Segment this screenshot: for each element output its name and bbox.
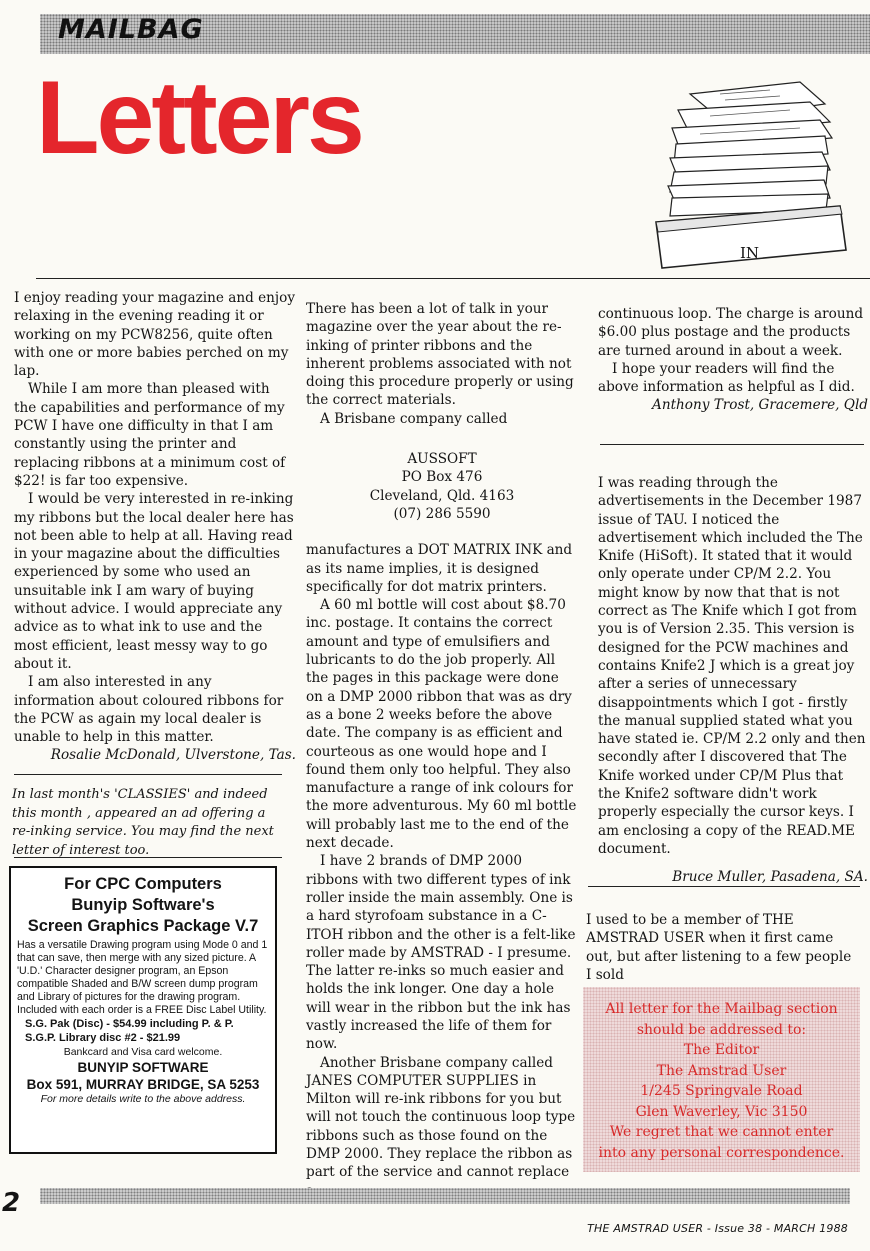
notice-line: We regret that we cannot enter — [609, 1124, 834, 1140]
page-title: Letters — [36, 60, 362, 176]
letter-1-paragraph: I enjoy reading your magazine and enjoy relaxing in the evening reading it or working on my PCW8256, quite often with one or more babies perched on my lap. — [14, 290, 295, 380]
letter-4 — [586, 911, 860, 984]
notice-line: into any personal correspondence. — [598, 1144, 845, 1161]
ad-headline: Screen Graphics Package V.7 — [27, 917, 259, 935]
bunyip-advertisement — [9, 866, 277, 1154]
letter-2-paragraph: I have 2 brands of DMP 2000 ribbons with two different types of ink roller inside the main assembly. One is a hard styrofoam substance in a C-ITOH ribbon and the other is a felt-like roller made by AMSTRAD - I presume. The latter re-inks so much easier and holds the ink longer. One day a hole will wear in the ribbon but the ink has vastly increased the life of them for now. — [306, 853, 576, 1053]
ad-company: BUNYIP SOFTWARE — [77, 1060, 209, 1075]
ad-address: Box 591, MURRAY BRIDGE, SA 5253 — [26, 1077, 260, 1092]
column-3-divider — [588, 886, 860, 887]
ad-price: S.G. Pak (Disc) - $54.99 including P. & P. — [25, 1018, 234, 1030]
address-line: Cleveland, Qld. 4163 — [369, 487, 515, 504]
column-1-divider — [14, 857, 282, 858]
notice-line: All letter for the Mailbag section — [605, 1001, 838, 1017]
ad-headline: For CPC Computers — [64, 875, 222, 893]
letter-1-paragraph: I am also interested in any information about coloured ribbons for the PCW as again my local dealer is unable to help in this matter. — [14, 674, 284, 746]
footer-band — [40, 1188, 850, 1204]
letter-2-paragraph: manufactures a DOT MATRIX INK and as its name implies, it is designed specifically for dot matrix printers. — [306, 542, 573, 595]
section-label: MAILBAG — [58, 14, 204, 45]
aussoft-address — [306, 450, 578, 523]
ad-price: S.G.P. Library disc #2 - $21.99 — [25, 1032, 181, 1044]
ad-payment: Bankcard and Visa card welcome. — [63, 1046, 223, 1058]
ad-body: Has a versatile Drawing program using Mode 0 and 1 that can save, then merge with any sized picture. A 'U.D.' Character designer program, an Epson compatible Shaded and B/W screen dump program and Library of pictures for the drawing program. Included with each order is a FREE Disc Label Utility. — [17, 939, 268, 1016]
page-number: 2 — [2, 1188, 21, 1218]
editor-note: In last month's 'CLASSIES' and indeed this month , appeared an ad offering a re-inking service. You may find the next letter of interest too. — [12, 787, 274, 858]
letter-1 — [14, 289, 296, 765]
letter-3 — [598, 474, 868, 887]
ad-headline: Bunyip Software's — [71, 896, 215, 914]
address-line: PO Box 476 — [401, 469, 483, 486]
letter-1-paragraph: I would be very interested in re-inking my ribbons but the local dealer here has not been able to help at all. Having read in your magazine about the difficulties experienced by some who used an unsuitable ink I am wary of buying without advice. I would appreciate any advice as to what ink to use and the most efficient, least messy way to go about it. — [14, 491, 294, 672]
header-divider — [36, 278, 870, 279]
address-line: (07) 286 5590 — [393, 505, 491, 522]
in-tray-illustration — [650, 74, 850, 274]
mailbag-address-notice — [583, 987, 860, 1172]
tray-label: IN — [740, 244, 760, 262]
column-3-divider — [600, 444, 864, 445]
letter-2-paragraph: There has been a lot of talk in your magazine over the year about the re-inking of printer ribbons and the inherent problems associated with not doing this procedure properly or using the correct materials. — [306, 301, 574, 409]
letter-2-paragraph: I hope your readers will find the above information as helpful as I did. — [598, 360, 855, 396]
address-line: AUSSOFT — [407, 451, 477, 468]
notice-line: should be addressed to: — [636, 1021, 807, 1038]
letter-4-paragraph: I used to be a member of THE AMSTRAD USER when it first came out, but after listening to a few people I sold — [586, 912, 852, 983]
letter-2-signature: Anthony Trost, Gracemere, Qld — [652, 397, 868, 414]
letter-3-signature: Bruce Muller, Pasadena, SA. — [672, 869, 868, 886]
letter-2-paragraph: A 60 ml bottle will cost about $8.70 inc. postage. It contains the correct amount and type of emulsifiers and lubricants to do the job properly. All the pages in this package were done on a DMP 2000 ribbon that was as dry as a bone 2 weeks before the above date. The company is as efficient and courteous as one would hope and I found them only too helpful. They also manufacture a range of ink colours for the more adventurous. My 60 ml bottle will probably last me to the end of the next decade. — [306, 597, 577, 852]
notice-line: The Amstrad User — [656, 1062, 787, 1079]
letter-2-continued — [598, 305, 868, 415]
notice-line: 1/245 Springvale Road — [640, 1083, 803, 1099]
ad-footer: For more details write to the above address. — [40, 1093, 246, 1105]
notice-line: Glen Waverley, Vic 3150 — [635, 1103, 808, 1120]
letter-2-paragraph: continuous loop. The charge is around $6.00 plus postage and the products are turned around in about a week. — [598, 306, 864, 359]
letter-1-paragraph: While I am more than pleased with the capabilities and performance of my PCW I have one difficulty in that I am constantly using the printer and replacing ribbons at a minimum cost of $22! is far too expensive. — [14, 381, 286, 489]
letter-2 — [306, 300, 578, 1200]
column-1-divider — [14, 774, 282, 775]
publication-footer: THE AMSTRAD USER - Issue 38 - MARCH 1988 — [587, 1222, 848, 1235]
letter-1-signature: Rosalie McDonald, Ulverstone, Tas. — [50, 747, 296, 764]
notice-line: The Editor — [683, 1042, 760, 1058]
letter-2-paragraph: Another Brisbane company called JANES COMPUTER SUPPLIES in Milton will re-ink ribbons for you but will not touch the continuous loop type ribbons such as those found on the DMP 2000. They replace the ribbon as part of the service and cannot replace — [306, 1054, 576, 1181]
letter-3-paragraph: I was reading through the advertisements in the December 1987 issue of TAU. I noticed the advertisement which included the The Knife (HiSoft). It stated that it would only operate under CP/M 2.2. You might know by now that that is not correct as The Knife which I got from you is of Version 2.35. This version is designed for the PCW machines and contains Knife2 J which is a great joy after a series of unnecessary disappointments which I got - firstly the manual supplied stated what you have stated ie. CP/M 2.2 only and then secondly after I discovered that The Knife worked under CP/M Plus that the Knife2 software didn't work properly especially the cursor keys. I am enclosing a copy of the READ.ME document. — [598, 475, 866, 857]
letter-2-paragraph: A Brisbane company called — [320, 410, 508, 427]
